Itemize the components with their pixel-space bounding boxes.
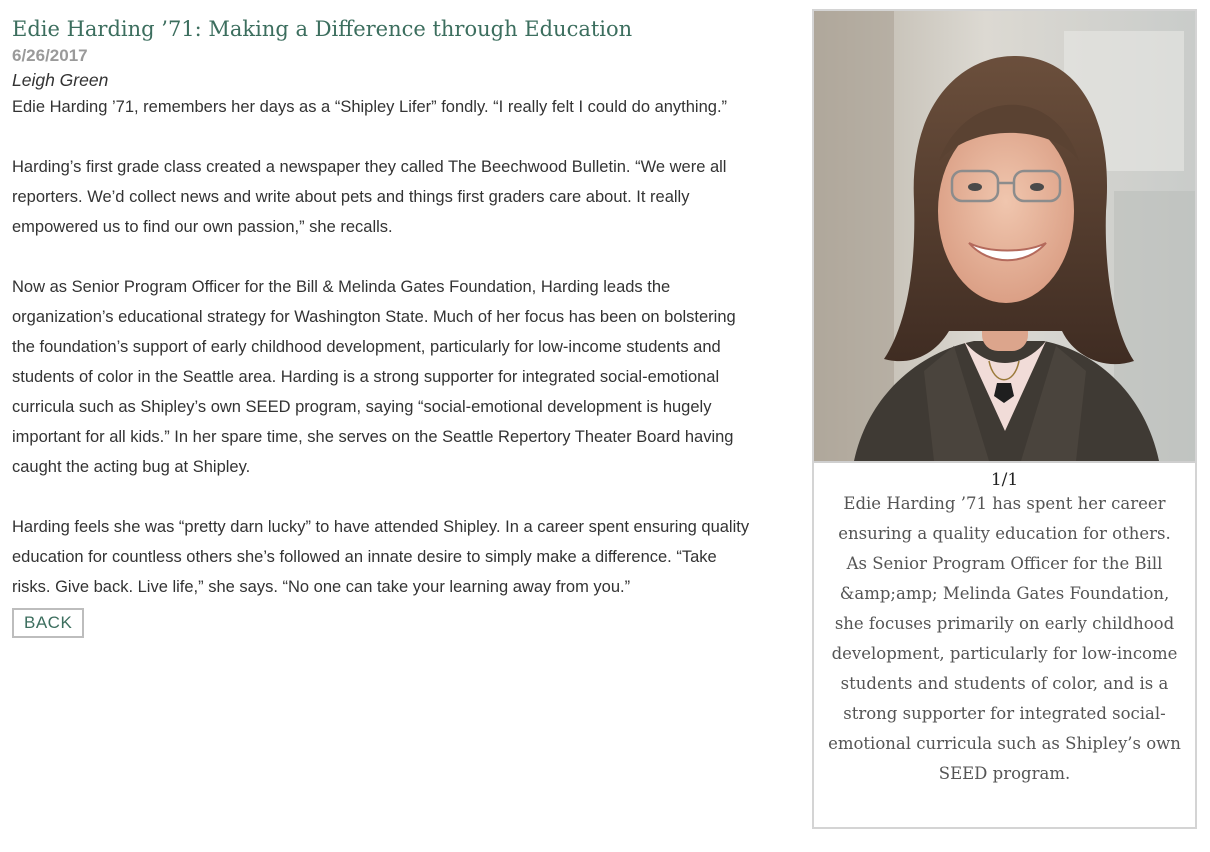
article-paragraph: Harding feels she was “pretty darn lucky” to have attended Shipley. In a career spent ensuring quality education for countless others she’s followed an innate desire to simply make a difference. “Take risks. Give back. Live life,” she says. “No one can take your learning away from you.” [12, 518, 750, 596]
article-paragraph: Now as Senior Program Officer for the Bill & Melinda Gates Foundation, Harding leads the organization’s educational strategy for Washington State. Much of her focus has been on bolstering the foundation’s support of early childhood development, particularly for low-income students and students of color in the Seattle area. Harding is a strong supporter for integrated social-emotional curricula such as Shipley’s own SEED program, saying “social-emotional development is hugely important for all kids.” In her spare time, she serves on the Seattle Repertory Theater Board having caught the acting bug at Shipley. [12, 278, 736, 476]
article [12, 14, 752, 638]
gallery-counter: 1/1 [990, 470, 1019, 490]
portrait-photo-icon [814, 11, 1195, 461]
article-author: Leigh Green [12, 70, 109, 90]
photo-gallery [812, 9, 1197, 829]
article-paragraph: Harding’s first grade class created a newspaper they called The Beechwood Bulletin. “We were all reporters. We’d collect news and write about pets and things first graders care about. It really empowered us to find our own passion,” she recalls. [12, 158, 727, 236]
gallery-photo[interactable] [814, 11, 1195, 463]
article-date: 6/26/2017 [12, 46, 88, 65]
article-body [12, 92, 752, 602]
photo-caption: Edie Harding ’71 has spent her career ensuring a quality education for others. As Senior Program Officer for the Bill &amp;amp; Melinda Gates Foundation, she focuses primarily on early childhood development, particularly for low-income students and students of color, and is a strong supporter for integrated social-emotional curricula such as Shipley’s own SEED program. [828, 494, 1181, 783]
article-paragraph: Edie Harding ’71, remembers her days as a “Shipley Lifer” fondly. “I really felt I could do anything.” [12, 98, 728, 116]
back-button[interactable]: BACK [12, 608, 84, 638]
article-title: Edie Harding ’71: Making a Difference through Education [12, 17, 633, 41]
